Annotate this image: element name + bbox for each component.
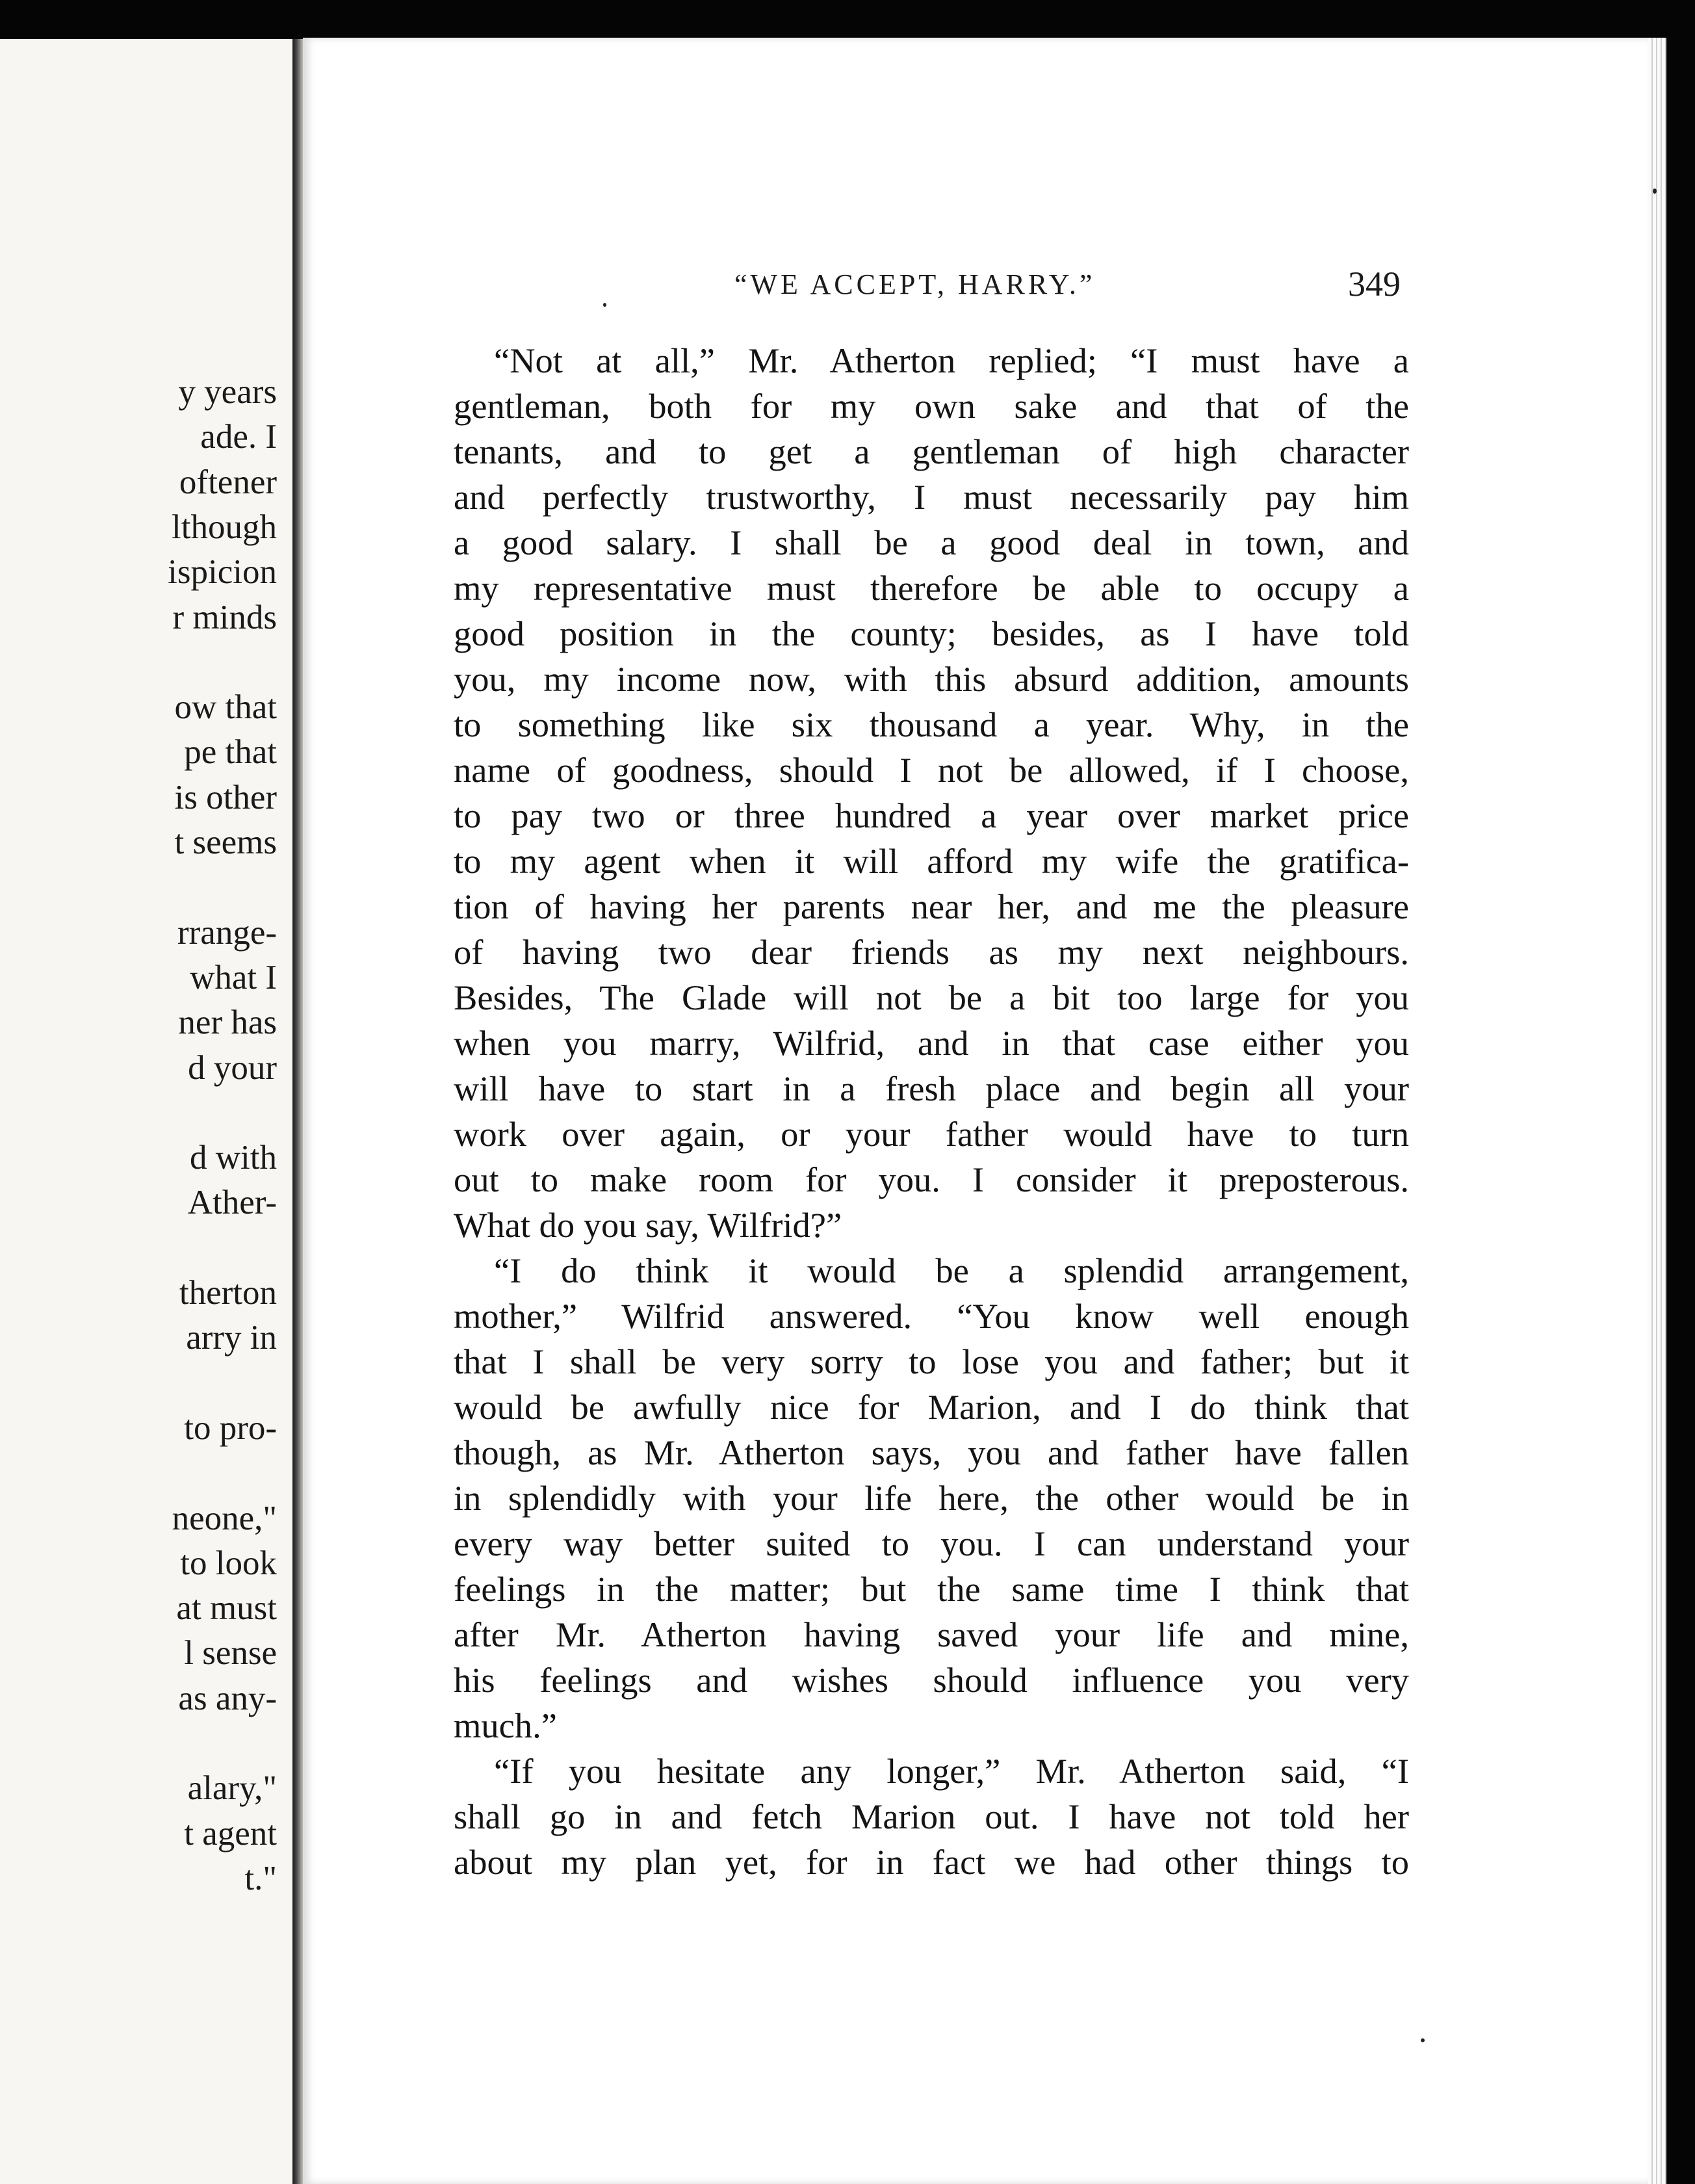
text-line: to pay two or three hundred a year over market price — [454, 796, 1409, 835]
text-line: his feelings and wishes should influence you very — [454, 1660, 1409, 1700]
previous-page-line-fragment: ade. I — [200, 418, 277, 456]
scan-speck — [1653, 188, 1657, 194]
previous-page-line-fragment: therton — [179, 1274, 277, 1312]
text-line: name of goodness, should I not be allowed, if I choose, — [454, 750, 1409, 790]
text-line: “I do think it would be a splendid arrangement, — [494, 1251, 1409, 1290]
previous-page-line-fragment: to look — [180, 1544, 277, 1582]
text-line: “If you hesitate any longer,” Mr. Atherton said, “I — [494, 1751, 1409, 1791]
previous-page-line-fragment: d with — [190, 1139, 277, 1177]
previous-page-line-fragment: alary," — [187, 1769, 277, 1808]
page-body-text — [454, 338, 1409, 1885]
previous-page-line-fragment: neone," — [172, 1499, 277, 1537]
text-line: in splendidly with your life here, the other would be in — [454, 1478, 1409, 1518]
previous-page-line-fragment: at must — [176, 1589, 277, 1628]
text-line: gentleman, both for my own sake and that of the — [454, 386, 1409, 426]
text-line: What do you say, Wilfrid?” — [454, 1205, 842, 1245]
previous-page-line-fragment: l sense — [184, 1634, 277, 1672]
text-line: shall go in and fetch Marion out. I have not told her — [454, 1797, 1409, 1836]
previous-page-line-fragment: y years — [178, 373, 277, 411]
previous-page-line-fragment: d your — [188, 1048, 277, 1087]
previous-page-line-fragment: is other — [174, 778, 277, 816]
text-line: Besides, The Glade will not be a bit too large for you — [454, 978, 1409, 1017]
previous-page-line-fragment: ispicion — [168, 553, 277, 592]
previous-page-line-fragment: t agent — [184, 1814, 277, 1852]
previous-page-line-fragment: r minds — [172, 598, 277, 636]
text-line: you, my income now, with this absurd addition, amounts — [454, 659, 1409, 699]
text-line: though, as Mr. Atherton says, you and father have fallen — [454, 1433, 1409, 1472]
previous-page-line-fragment: t seems — [174, 824, 277, 861]
text-line: would be awfully nice for Marion, and I do think that — [454, 1387, 1409, 1427]
text-line: tion of having her parents near her, and me the pleasure — [454, 887, 1409, 926]
text-line: mother,” Wilfrid answered. “You know well enough — [454, 1296, 1409, 1336]
text-line: about my plan yet, for in fact we had other things to — [454, 1842, 1409, 1882]
text-line: will have to start in a fresh place and begin all your — [454, 1069, 1409, 1108]
text-line: when you marry, Wilfrid, and in that case either you — [454, 1023, 1409, 1063]
previous-page-line-fragment: Ather- — [187, 1184, 277, 1222]
book-gutter — [292, 39, 303, 2184]
page-number: 349 — [1348, 265, 1401, 304]
text-line: to something like six thousand a year. Why, in the — [454, 705, 1409, 744]
previous-page-line-fragment: pe that — [184, 733, 277, 772]
running-title: “WE ACCEPT, HARRY.” — [734, 268, 1096, 300]
text-line: every way better suited to you. I can understand your — [454, 1524, 1409, 1563]
previous-page-line-fragment: lthough — [172, 508, 277, 546]
text-line: after Mr. Atherton having saved your life and mine, — [454, 1615, 1409, 1654]
text-line: tenants, and to get a gentleman of high character — [454, 432, 1409, 471]
previous-page-line-fragment: ner has — [178, 1004, 277, 1042]
text-line: a good salary. I shall be a good deal in town, and — [454, 523, 1409, 562]
previous-page-line-fragment: what I — [190, 958, 277, 996]
page-stack-edge — [1648, 38, 1666, 2184]
previous-page-line-fragment: oftener — [179, 463, 277, 501]
previous-page-line-fragment: to pro- — [184, 1409, 277, 1447]
text-line: feelings in the matter; but the same time I think that — [454, 1569, 1409, 1609]
previous-page-edge — [0, 39, 296, 2184]
text-line: good position in the county; besides, as I have told — [454, 614, 1409, 653]
previous-page-line-fragment: ow that — [174, 688, 277, 727]
text-line: my representative must therefore be able to occupy a — [454, 568, 1409, 608]
text-line: “Not at all,” Mr. Atherton replied; “I must have a — [494, 341, 1409, 380]
text-line: and perfectly trustworthy, I must necessarily pay him — [454, 477, 1409, 517]
text-line: much.” — [454, 1706, 557, 1745]
scan-speck — [603, 303, 606, 307]
previous-page-line-fragment: t." — [244, 1859, 277, 1897]
text-line: out to make room for you. I consider it preposterous. — [454, 1160, 1409, 1199]
previous-page-line-fragment: as any- — [178, 1679, 277, 1717]
text-line: work over again, or your father would have to turn — [454, 1114, 1409, 1154]
scan-speck — [1421, 2038, 1425, 2042]
text-line: of having two dear friends as my next neighbours. — [454, 932, 1409, 972]
text-line: that I shall be very sorry to lose you and father; but it — [454, 1342, 1409, 1381]
text-line: to my agent when it will afford my wife the gratifica- — [454, 841, 1409, 881]
previous-page-line-fragment: rrange- — [177, 913, 277, 952]
previous-page-line-fragment: arry in — [186, 1319, 277, 1357]
